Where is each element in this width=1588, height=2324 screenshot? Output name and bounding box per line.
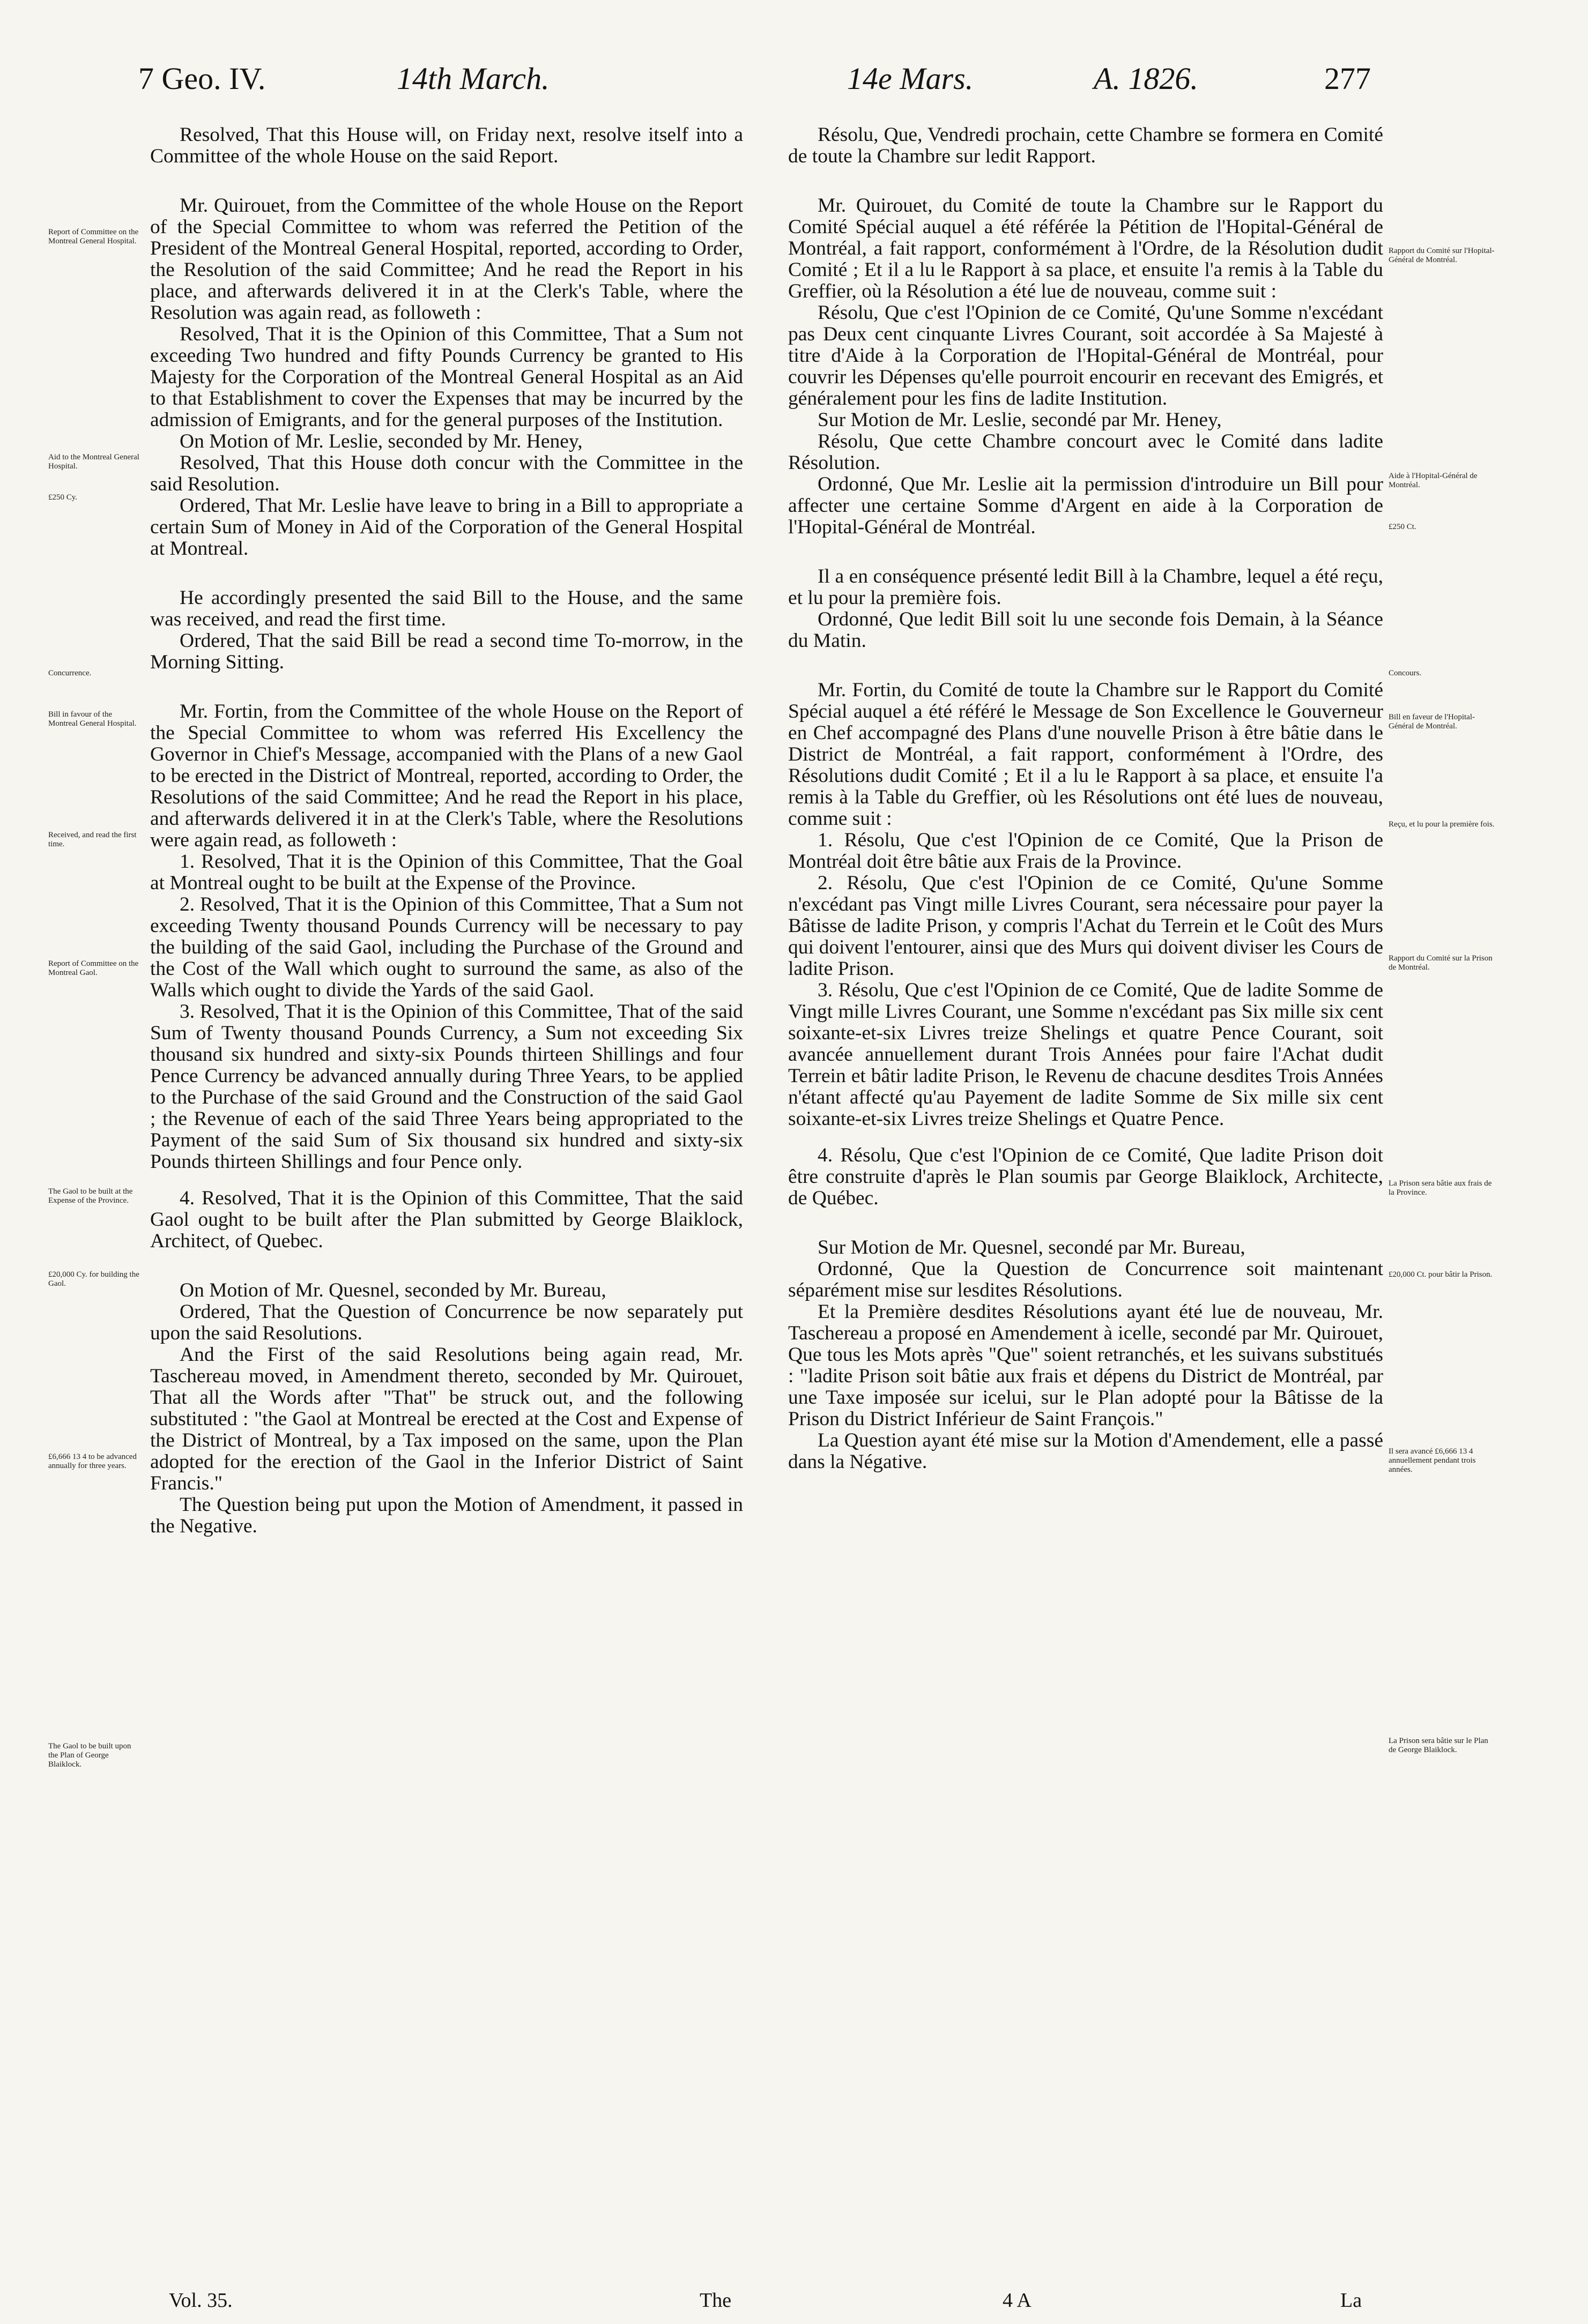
margin-note-fr: Aide à l'Hopital-Général de Montréal. <box>1389 472 1478 489</box>
margin-note-fr: La Prison sera bâtie sur le Plan de George Blaiklock. <box>1389 1737 1488 1754</box>
fr-paragraph: La Question ayant été mise sur la Motion d'Amendement, elle a passé dans la Négative. <box>788 1429 1383 1473</box>
margin-note-en: £250 Cy. <box>48 493 78 502</box>
en-paragraph: Ordered, That the Question of Concurrence be now separately put upon the said Resolutions. <box>150 1301 743 1344</box>
margin-note-en: Report of Committee on the Montreal General Hospital. <box>48 228 139 245</box>
en-paragraph: 4. Resolved, That it is the Opinion of this Committee, That the said Gaol ought to be built after the Plan submitted by George Blaiklock, Architect, of Quebec. <box>150 1187 743 1252</box>
fr-paragraph: Résolu, Que c'est l'Opinion de ce Comité, Qu'une Somme n'excédant pas Deux cent cinquante Livres Courant, soit accordée à Sa Majesté à titre d'Aide à la Corporation de l'Hopital-Général de Montréal, pour couvrir les Dépenses qu'elle pourroit encourir en recevant des Emigrés, et généralement pour les fins de ladite Institution. <box>788 302 1383 409</box>
en-paragraph: Resolved, That it is the Opinion of this Committee, That a Sum not exceeding Two hundred and fifty Pounds Currency be granted to His Majesty for the Corporation of the Montreal General Hospital as an Aid to that Establishment to cover the Expenses that may be incurred by the admission of Emigrants, and for the general purposes of the Institution. <box>150 323 743 431</box>
margin-note-en: Bill in favour of the Montreal General Hospital. <box>48 710 137 728</box>
en-paragraph: Resolved, That this House doth concur with the Committee in the said Resolution. <box>150 452 743 495</box>
en-paragraph: 3. Resolved, That it is the Opinion of this Committee, That of the said Sum of Twenty thousand Pounds Currency, a Sum not exceeding Six thousand six hundred and sixty-six Pounds thirteen Shillings and four Pence Currency be advanced annually during Three Years, to be applied to the Purchase of the said Ground and the Construction of the said Gaol ; the Revenue of each of the said Three Years being appropriated to the Payment of the said Sum of Six thousand six hundred and sixty-six Pounds thirteen Shillings and four Pence only. <box>150 1001 743 1173</box>
margin-note-fr: £20,000 Ct. pour bâtir la Prison. <box>1389 1270 1493 1279</box>
en-paragraph: 2. Resolved, That it is the Opinion of this Committee, That a Sum not exceeding Twenty thousand Pounds Currency will be necessary to pay the building of the said Gaol, including the Purchase of the Ground and the Cost of the Wall which ought to surround the same, as also of the Walls which ought to divide the Yards of the said Gaol. <box>150 893 743 1001</box>
margin-note-en: Aid to the Montreal General Hospital. <box>48 453 139 471</box>
fr-paragraph: Sur Motion de Mr. Leslie, secondé par Mr. Heney, <box>818 409 1222 431</box>
margin-note-fr: La Prison sera bâtie aux frais de la Province. <box>1389 1179 1492 1197</box>
header-regnal-year: 7 Geo. IV. <box>138 61 266 96</box>
fr-paragraph: Mr. Fortin, du Comité de toute la Chambre sur le Rapport du Comité Spécial auquel a été référé le Message de Son Excellence le Gouverneur en Chef accompagné des Plans d'une nouvelle Prison à être bâtie dans le District de Montréal, a fait rapport, conformément à l'Ordre, des Résolutions dudit Comité ; Et il a lu le Rapport à sa place, et ensuite l'a remis à la Table du Greffier, où les Résolutions ont été lues de nouveau, comme suit : <box>788 679 1383 830</box>
margin-note-fr: Rapport du Comité sur la Prison de Montréal. <box>1389 954 1493 972</box>
fr-paragraph: Ordonné, Que la Question de Concurrence soit maintenant séparément mise sur lesdites Résolutions. <box>788 1258 1383 1301</box>
en-paragraph: Ordered, That Mr. Leslie have leave to bring in a Bill to appropriate a certain Sum of Money in Aid of the Corporation of the General Hospital at Montreal. <box>150 495 743 560</box>
footer-catchword-english: The <box>700 2289 732 2312</box>
header-page-number: 277 <box>1324 61 1371 96</box>
margin-note-fr: Concours. <box>1389 669 1422 677</box>
fr-paragraph: 3. Résolu, Que c'est l'Opinion de ce Comité, Que de ladite Somme de Vingt mille Livres Courant, une Somme n'excédant pas Six mille six cent soixante-et-six Livres treize Shelings et quatre Pence Courant, soit avancée annuellement durant Trois Années pour faire l'Achat dudit Terrein et bâtir ladite Prison, le Revenu de chacune desdites Trois Années n'étant affecté qu'au Payement de ladite Somme de Six mille six cent soixante-et-six Livres treize Shelings et Quatre Pence. <box>788 979 1383 1130</box>
en-paragraph: On Motion of Mr. Quesnel, seconded by Mr. Bureau, <box>180 1279 606 1301</box>
footer-catchword-french: La <box>1340 2289 1362 2312</box>
fr-paragraph: Sur Motion de Mr. Quesnel, secondé par Mr. Bureau, <box>818 1237 1245 1258</box>
fr-paragraph: Mr. Quirouet, du Comité de toute la Chambre sur le Rapport du Comité Spécial auquel a été référée la Pétition de l'Hopital-Général de Montréal, a fait rapport, conformément à l'Ordre, de la Résolution dudit Comité ; Et il a lu le Rapport à sa place, et ensuite l'a remis à la Table du Greffier, où la Résolution a été lue de nouveau, comme suit : <box>788 195 1383 302</box>
en-paragraph: The Question being put upon the Motion of Amendment, it passed in the Negative. <box>150 1494 743 1537</box>
margin-note-fr: Il sera avancé £6,666 13 4 annuellement pendant trois années. <box>1389 1447 1476 1474</box>
fr-paragraph: Résolu, Que cette Chambre concourt avec le Comité dans ladite Résolution. <box>788 430 1383 474</box>
french-column <box>788 124 1383 1473</box>
en-paragraph: Mr. Quirouet, from the Committee of the whole House on the Report of the Special Committee to whom was referred the Petition of the President of the Montreal General Hospital, reported, according to Order, the Resolution of the said Committee; And he read the Report in his place, and afterwards delivered it in at the Clerk's Table, where the Resolution was again read, as followeth : <box>150 195 743 324</box>
margin-note-fr: Reçu, et lu pour la première fois. <box>1389 820 1495 829</box>
margin-note-en: Concurrence. <box>48 669 92 677</box>
fr-paragraph: Ordonné, Que ledit Bill soit lu une seconde fois Demain, à la Séance du Matin. <box>788 608 1383 652</box>
en-paragraph: 1. Resolved, That it is the Opinion of this Committee, That the Goal at Montreal ought to be built at the Expense of the Province. <box>150 851 743 894</box>
margin-note-fr: Bill en faveur de l'Hopital-Général de Montréal. <box>1389 713 1475 731</box>
header-date-french: 14e Mars. <box>847 61 974 96</box>
en-paragraph: Resolved, That this House will, on Friday next, resolve itself into a Committee of the whole House on the said Report. <box>150 124 743 167</box>
footer-signature-mark: 4 A <box>1003 2289 1032 2312</box>
fr-paragraph: Et la Première desdites Résolutions ayant été lue de nouveau, Mr. Taschereau a proposé en Amendement à icelle, secondé par Mr. Quirouet, Que tous les Mots après "Que" soient retranchés, et les suivans substitués : "ladite Prison soit bâtie aux frais et dépens du District de Montréal, par une Taxe imposée sur icelui, sur le Plan adopté pour la Bâtisse de la Prison du District Inférieur de Saint François." <box>788 1301 1383 1430</box>
fr-paragraph: 4. Résolu, Que c'est l'Opinion de ce Comité, Que ladite Prison doit être construite d'après le Plan soumis par George Blaiklock, Architecte, de Québec. <box>788 1144 1383 1209</box>
fr-paragraph: Ordonné, Que Mr. Leslie ait la permission d'introduire un Bill pour affecter une certaine Somme d'Argent en aide à la Corporation de l'Hopital-Général de Montréal. <box>788 473 1383 538</box>
fr-paragraph: 1. Résolu, Que c'est l'Opinion de ce Comité, Que la Prison de Montréal doit être bâtie aux Frais de la Province. <box>788 829 1383 873</box>
margin-note-en: Report of Committee on the Montreal Gaol. <box>48 959 139 977</box>
header-date-english: 14th March. <box>397 61 550 96</box>
en-paragraph: On Motion of Mr. Leslie, seconded by Mr. Heney, <box>180 430 583 452</box>
margin-note-en: The Gaol to be built at the Expense of the Province. <box>48 1187 133 1205</box>
fr-paragraph: Résolu, Que, Vendredi prochain, cette Chambre se formera en Comité de toute la Chambre sur ledit Rapport. <box>788 124 1383 167</box>
en-paragraph: He accordingly presented the said Bill to the House, and the same was received, and read the first time. <box>150 587 743 630</box>
margin-note-fr: Rapport du Comité sur l'Hopital-Général de Montréal. <box>1389 247 1495 264</box>
margin-note-en: £6,666 13 4 to be advanced annually for three years. <box>48 1452 137 1470</box>
margin-note-en: Received, and read the first time. <box>48 831 137 848</box>
margin-note-en: £20,000 Cy. for building the Gaol. <box>48 1270 139 1288</box>
margin-note-en: The Gaol to be built upon the Plan of George Blaiklock. <box>48 1742 131 1769</box>
en-paragraph: Ordered, That the said Bill be read a second time To-morrow, in the Morning Sitting. <box>150 630 743 673</box>
header-year: A. 1826. <box>1094 61 1198 96</box>
margin-note-fr: £250 Ct. <box>1389 523 1416 531</box>
footer-volume: Vol. 35. <box>169 2289 233 2312</box>
en-paragraph: And the First of the said Resolutions being again read, Mr. Taschereau moved, in Amendment thereto, seconded by Mr. Quirouet, That all the Words after "That" be struck out, and the following substituted : "the Gaol at Montreal be erected at the Cost and Expense of the District of Montreal, by a Tax imposed on the same, upon the Plan adopted for the erection of the Gaol in the Inferior District of Saint Francis." <box>150 1344 743 1494</box>
fr-paragraph: 2. Résolu, Que c'est l'Opinion de ce Comité, Qu'une Somme n'excédant pas Vingt mille Livres Courant, sera nécessaire pour payer la Bâtisse de ladite Prison, y compris l'Achat du Terrein et le Coût des Murs qui doivent l'entourer, ainsi que des Murs qui doivent diviser les Cours de ladite Prison. <box>788 872 1383 980</box>
fr-paragraph: Il a en conséquence présenté ledit Bill à la Chambre, lequel a été reçu, et lu pour la première fois. <box>788 565 1383 609</box>
en-paragraph: Mr. Fortin, from the Committee of the whole House on the Report of the Special Committee to whom was referred His Excellency the Governor in Chief's Message, accompanied with the Plans of a new Gaol to be erected in the District of Montreal, reported, according to Order, the Resolutions of the said Committee; And he read the Report in his place, and afterwards delivered it in at the Clerk's Table, where the Resolutions were again read, as followeth : <box>150 701 743 851</box>
english-column <box>150 124 743 1537</box>
